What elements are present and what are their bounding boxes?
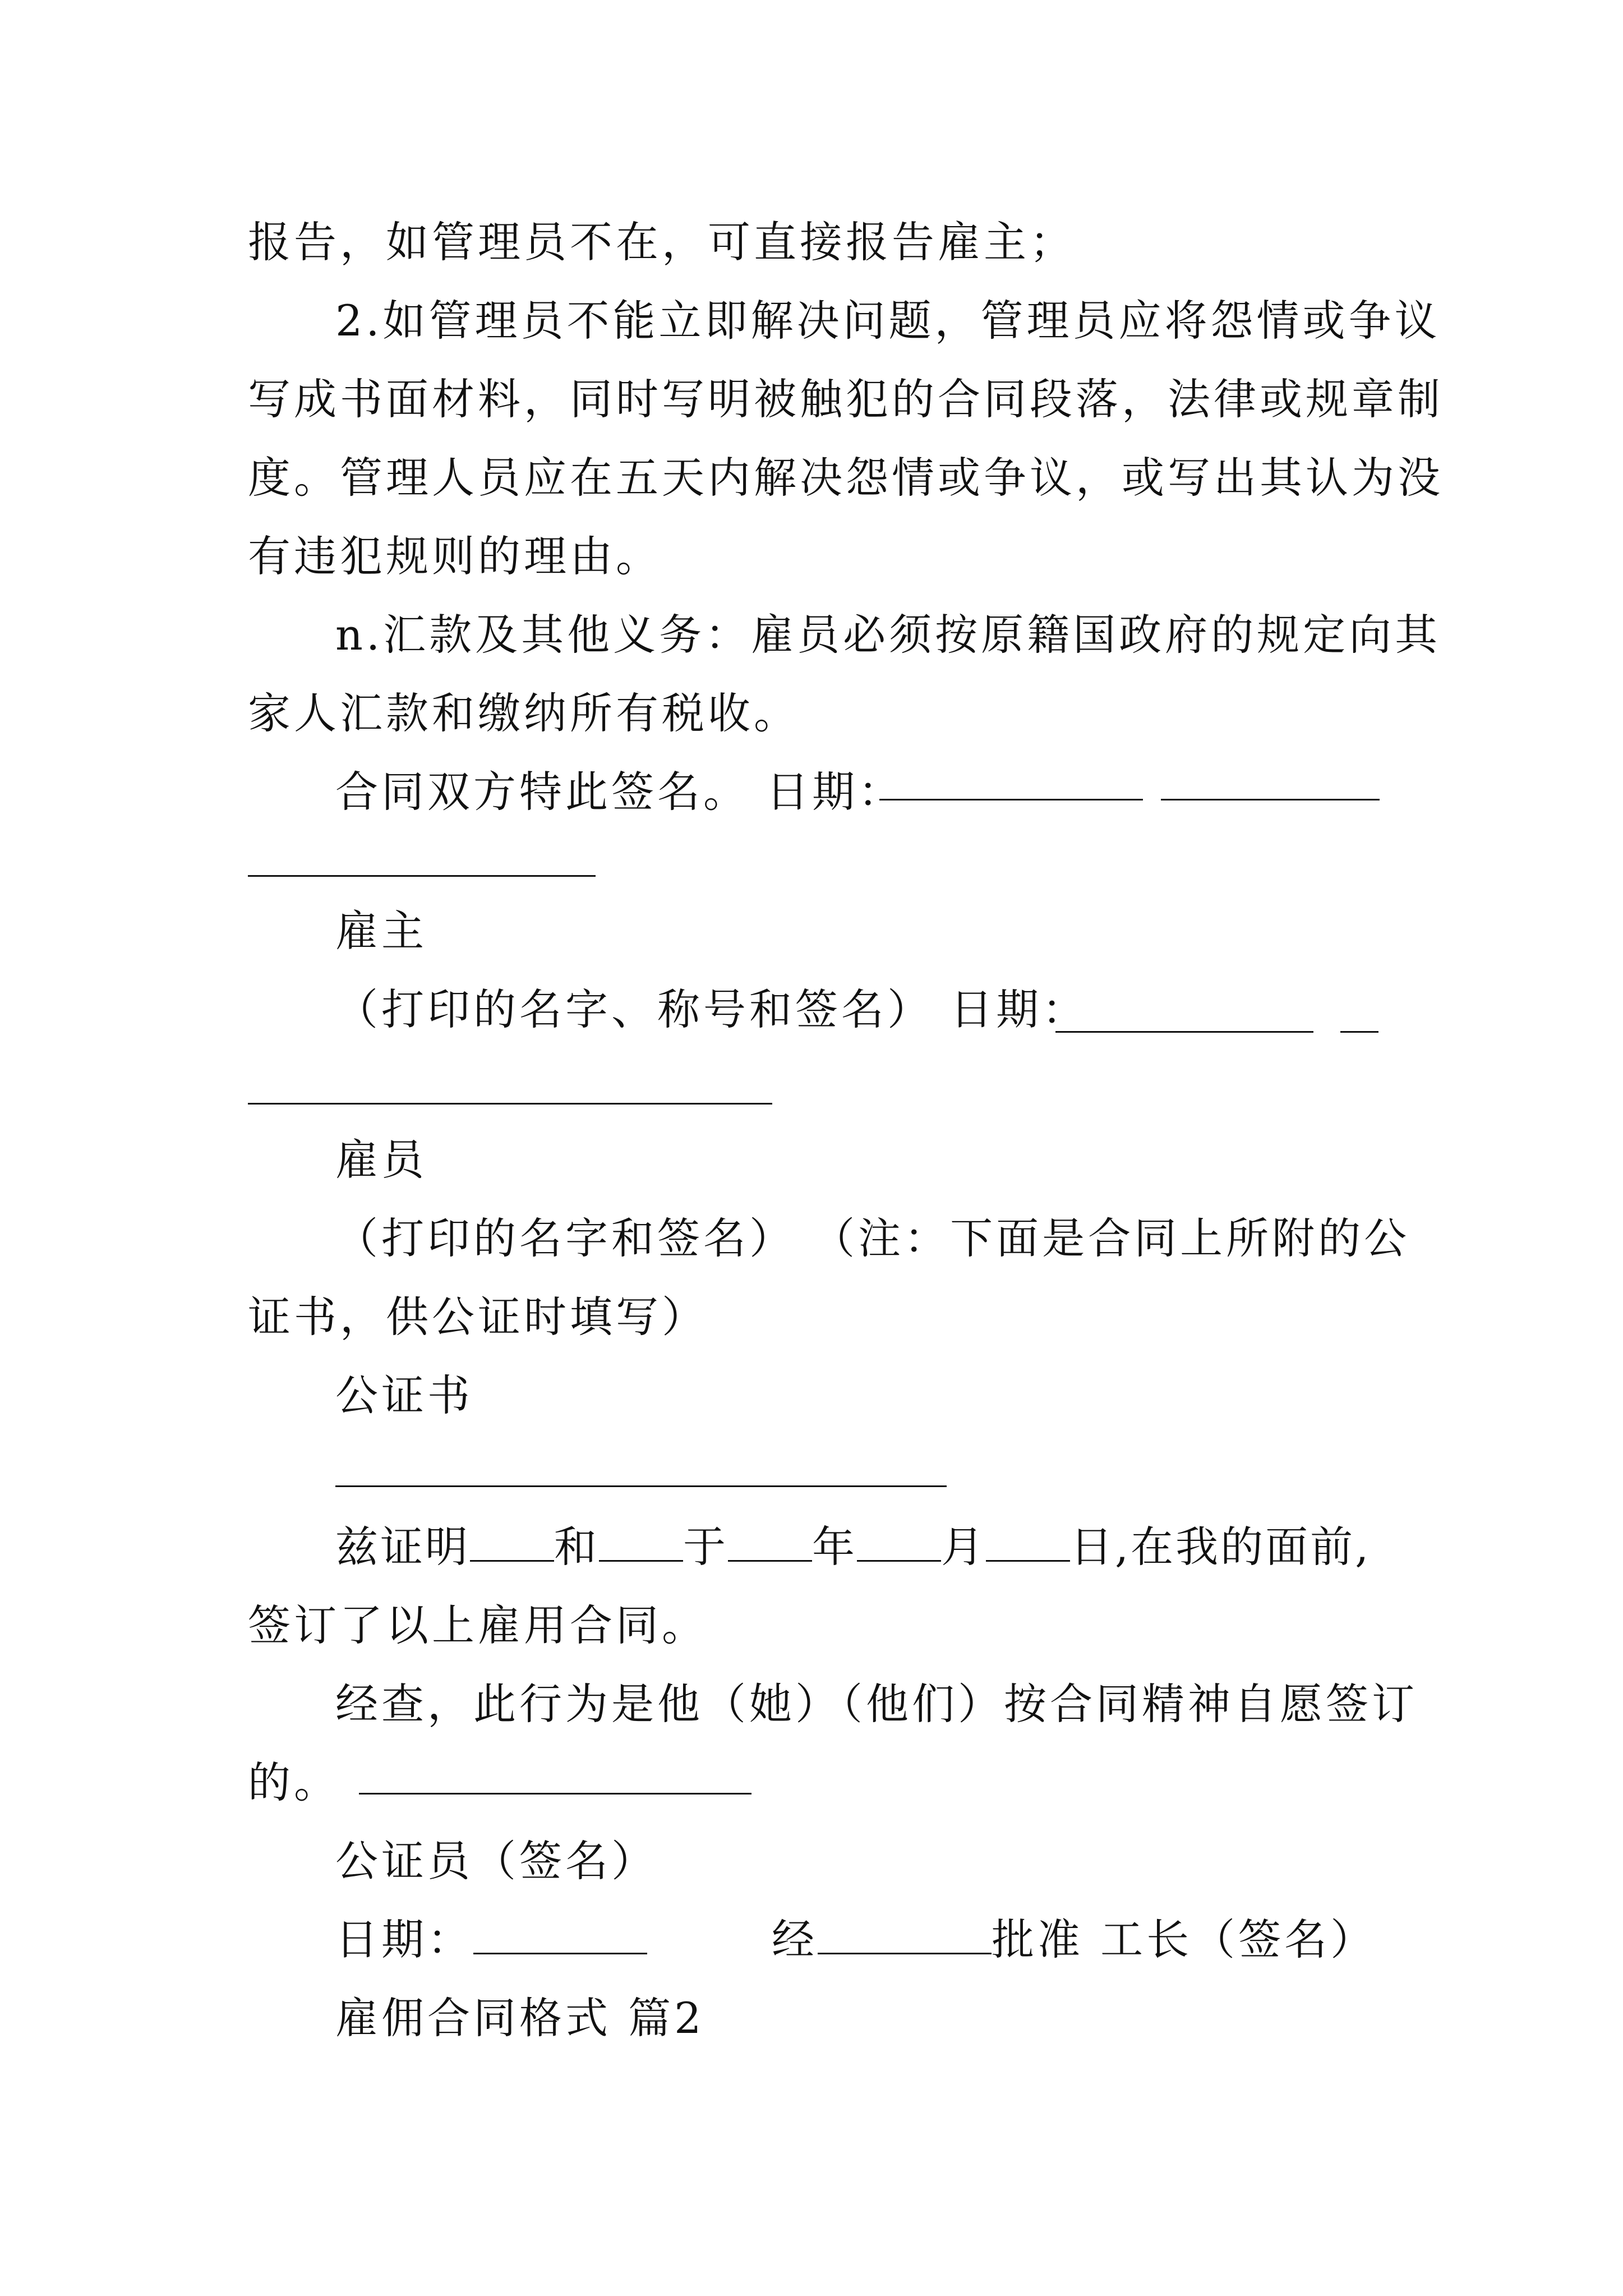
approval-line [335, 1912, 647, 1968]
signature-blank [1055, 1031, 1313, 1033]
paragraph-text: 批准 工长（签名） [992, 1915, 1377, 1964]
certify-line [335, 1519, 1371, 1575]
fill-blank [986, 1524, 1070, 1562]
fill-blank [728, 1524, 812, 1562]
paragraph-line: （打印的名字和签名） （注：下面是合同上所附的公 [335, 1213, 1410, 1263]
signature-blank [1340, 1031, 1378, 1033]
signature-blank [359, 1793, 751, 1795]
fill-blank [818, 1917, 992, 1954]
paragraph-line: 2.如管理员不能立即解决问题，管理员应将怨情或争议 [335, 296, 1441, 346]
paragraph-line: 的。 [248, 1757, 340, 1807]
fill-blank [599, 1524, 683, 1562]
paragraph-text: 合同双方特此签名。 日期： [335, 767, 905, 817]
fill-blank [470, 1524, 554, 1562]
section-title: 雇佣合同格式 篇2 [335, 1993, 705, 2043]
notary-rule [335, 1485, 947, 1487]
paragraph-line: n.汇款及其他义务：雇员必须按原籍国政府的规定向其 [335, 610, 1441, 660]
paragraph-text: （打印的名字、称号和签名） 日期： [335, 984, 1089, 1034]
paragraph-text: 兹证明 [335, 1522, 470, 1572]
paragraph-line: 报告，如管理员不在，可直接报告雇主； [248, 217, 1076, 267]
signature-blank [879, 799, 1143, 800]
paragraph-line: 证书，供公证时填写） [248, 1292, 708, 1342]
paragraph-text: 经 [772, 1915, 818, 1964]
paragraph-text: 日期： [335, 1915, 473, 1964]
fill-blank [857, 1524, 941, 1562]
party-label: 雇员 [335, 1135, 427, 1185]
signature-date-line [335, 982, 1088, 1038]
fill-blank [473, 1917, 647, 1954]
paragraph-line: 度。管理人员应在五天内解决怨情或争议，或写出其认为没 [248, 453, 1444, 503]
paragraph-text: 日,在我的面前, [1070, 1522, 1371, 1572]
paragraph-line: 家人汇款和缴纳所有税收。 [248, 688, 800, 738]
paragraph-line: 写成书面材料，同时写明被触犯的合同段落，法律或规章制 [248, 374, 1444, 424]
party-label: 雇主 [335, 906, 427, 956]
approval-line [772, 1912, 1376, 1968]
paragraph-text: 和 [554, 1522, 599, 1572]
paragraph-text: 年 [812, 1522, 857, 1572]
notary-title: 公证书 [335, 1370, 473, 1420]
signature-blank [1161, 799, 1380, 800]
paragraph-line: 经查，此行为是他（她）（他们）按合同精神自愿签订 [335, 1679, 1418, 1729]
paragraph-text: 于 [683, 1522, 728, 1572]
paragraph-line: 公证员（签名） [335, 1836, 657, 1886]
paragraph-line: 有违犯规则的理由。 [248, 531, 662, 581]
paragraph-text: 月 [941, 1522, 986, 1572]
signature-blank [248, 1103, 772, 1105]
paragraph-line: 签订了以上雇用合同。 [248, 1600, 708, 1650]
signature-date-line [335, 764, 904, 820]
signature-blank [248, 875, 596, 877]
